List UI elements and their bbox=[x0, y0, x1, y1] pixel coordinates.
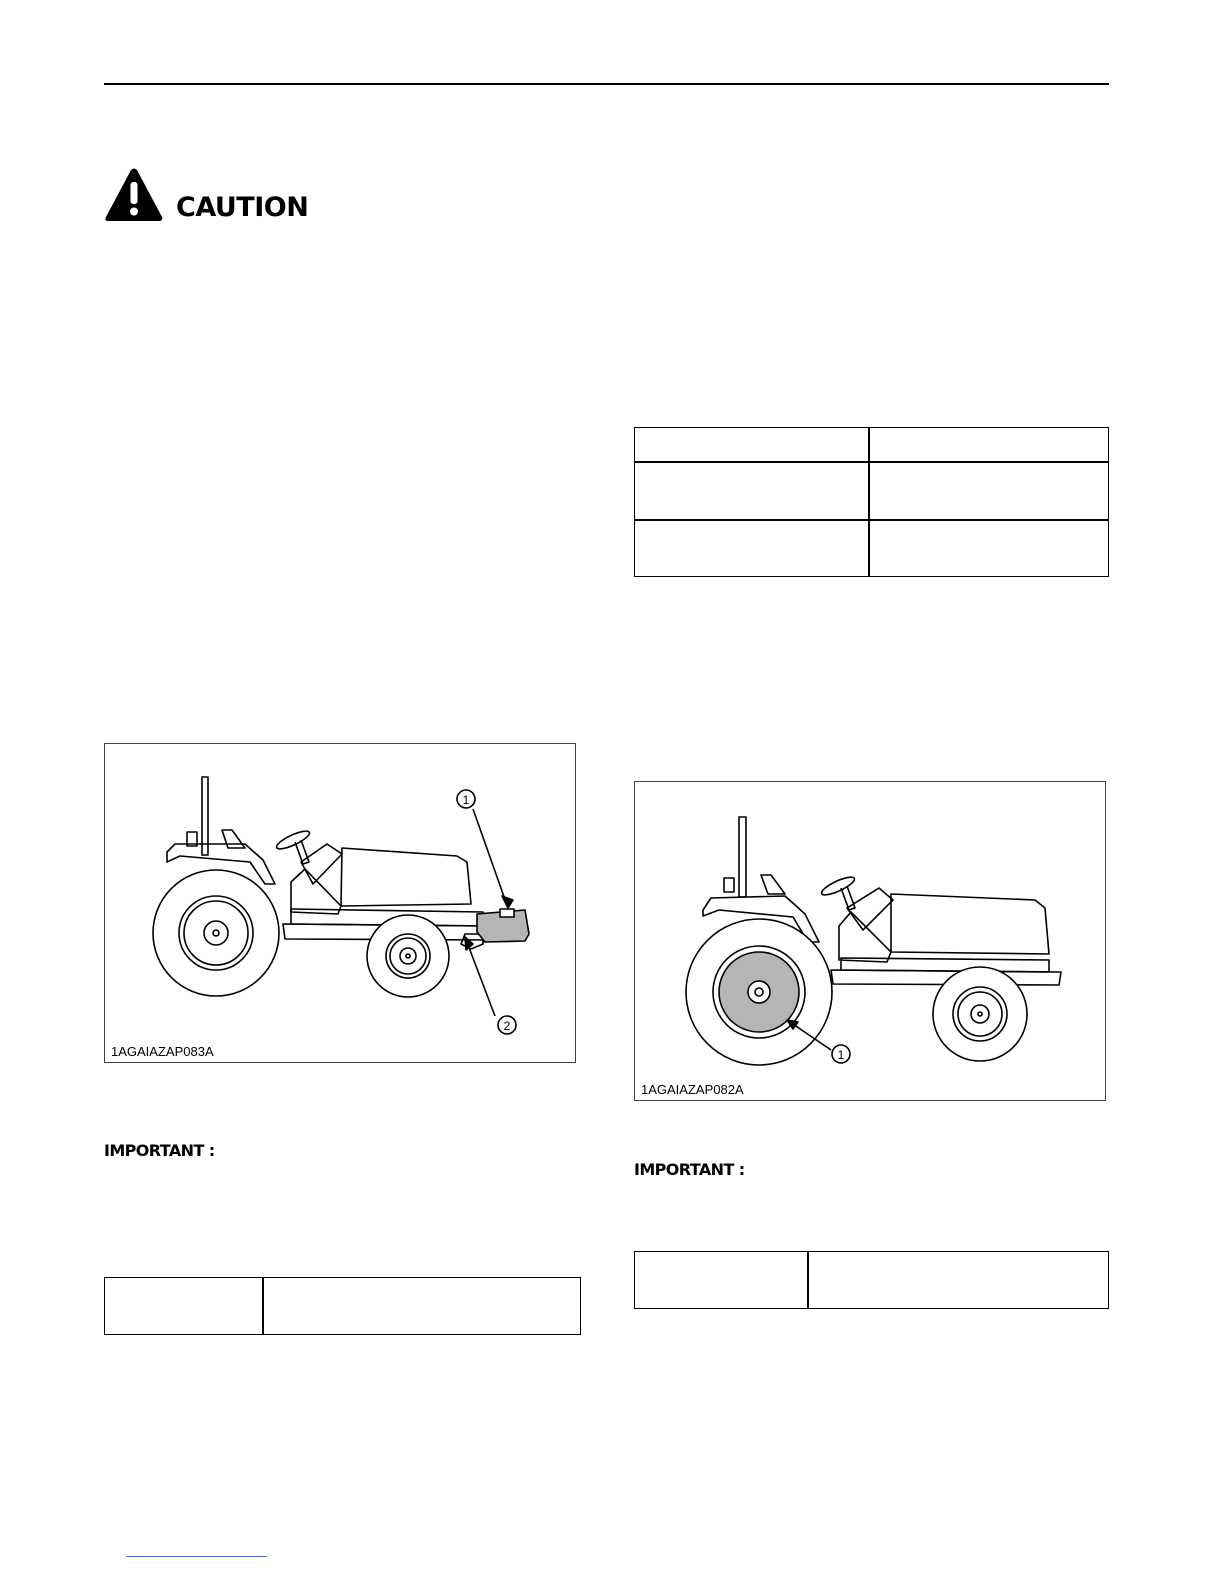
tractor-rear-wheel-weight-illustration bbox=[635, 782, 1105, 1100]
bottom-left-table bbox=[104, 1277, 581, 1335]
warning-triangle-icon bbox=[104, 168, 164, 222]
figure-front-weight bbox=[104, 743, 576, 1063]
caution-heading bbox=[104, 168, 364, 222]
figure-code: 1AGAIAZAP082A bbox=[641, 1082, 744, 1097]
figure-code: 1AGAIAZAP083A bbox=[111, 1044, 214, 1059]
header-rule bbox=[104, 83, 1109, 85]
callout-2: 2 bbox=[503, 1019, 511, 1033]
important-label-left: IMPORTANT : bbox=[104, 1141, 215, 1160]
footer-link-underline[interactable] bbox=[126, 1556, 267, 1557]
important-label-right: IMPORTANT : bbox=[634, 1160, 745, 1179]
callout-1: 1 bbox=[462, 793, 470, 807]
callout-1: 1 bbox=[837, 1048, 845, 1062]
tractor-front-weight-illustration bbox=[105, 744, 575, 1062]
caution-label: CAUTION bbox=[176, 192, 309, 223]
bottom-right-table bbox=[634, 1251, 1109, 1309]
figure-rear-wheel-weight bbox=[634, 781, 1106, 1101]
top-right-table bbox=[634, 427, 1109, 577]
